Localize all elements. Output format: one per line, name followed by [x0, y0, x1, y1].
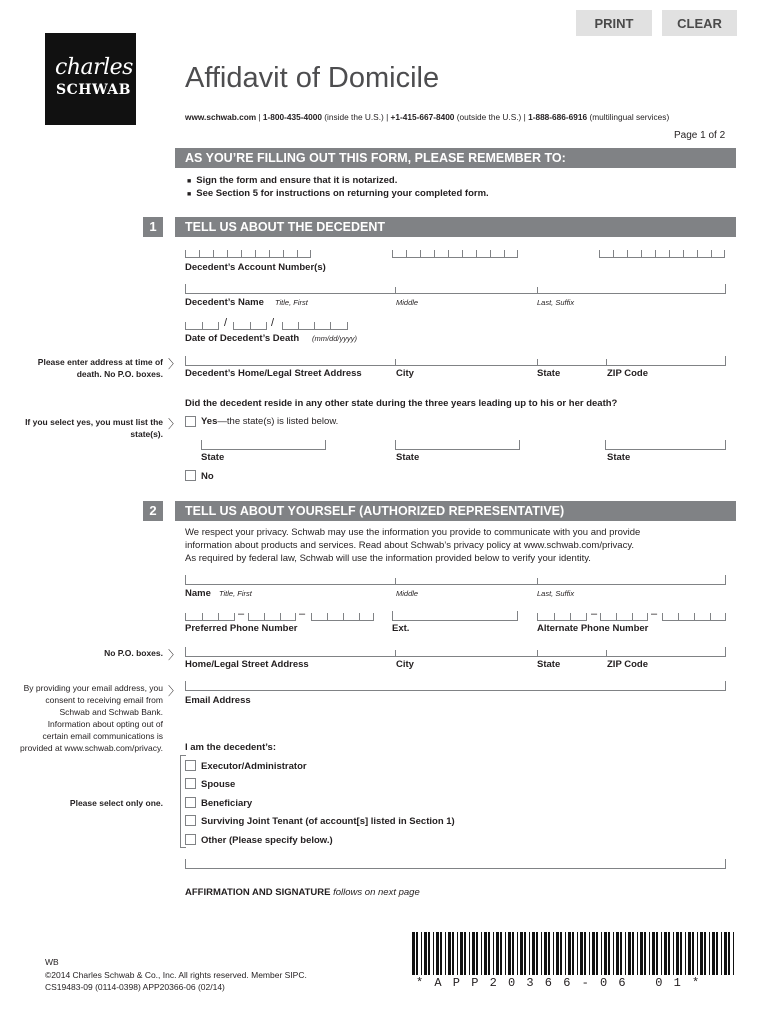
- email-note: By providing your email address, you consent to receiving email from Schwab and Schwab Bank. Information about opting out of certain email communications is provided at www.schwab.com/privacy.: [20, 683, 163, 753]
- phone-us-note: (inside the U.S.): [324, 112, 384, 122]
- executor-label: Executor/Administrator: [201, 761, 307, 772]
- account-number-3[interactable]: [599, 248, 725, 258]
- ext-label: Ext.: [392, 623, 410, 634]
- joint-tenant-label: Surviving Joint Tenant (of account[s] listed in Section 1): [201, 816, 455, 827]
- other-state-input-1[interactable]: [201, 440, 326, 450]
- barcode-text: *APP20366-06 01*: [416, 976, 711, 990]
- rep-address-label: Home/Legal Street Address: [185, 659, 309, 670]
- dod-month[interactable]: [185, 320, 219, 330]
- decedent-name-label: Decedent’s Name: [185, 297, 264, 308]
- other-checkbox[interactable]: [185, 834, 196, 845]
- section2-heading: TELL US ABOUT YOURSELF (AUTHORIZED REPRESENTATIVE): [175, 501, 736, 521]
- other-specify-input[interactable]: [185, 859, 726, 869]
- phone-prefix[interactable]: [248, 611, 296, 621]
- chevron-right-icon: 〉: [168, 417, 181, 431]
- decedent-name-input[interactable]: [185, 284, 726, 294]
- other-state-input-3[interactable]: [605, 440, 726, 450]
- rep-state-label: State: [537, 659, 561, 670]
- alt-phone-prefix[interactable]: [600, 611, 648, 621]
- spouse-label: Spouse: [201, 779, 236, 790]
- other-state-label-3: State: [607, 452, 631, 463]
- chevron-right-icon: 〉: [168, 648, 181, 662]
- name-last-suffix-hint: Last, Suffix: [537, 298, 575, 307]
- other-state-label-2: State: [396, 452, 420, 463]
- joint-tenant-checkbox[interactable]: [185, 815, 196, 826]
- spouse-checkbox[interactable]: [185, 778, 196, 789]
- ext-input[interactable]: [392, 611, 518, 621]
- email-input[interactable]: [185, 681, 726, 691]
- page-title: Affidavit of Domicile: [185, 62, 440, 94]
- name-title-first-hint: Title, First: [275, 298, 308, 307]
- reminder-item: ■ See Section 5 for instructions on returning your completed form.: [187, 188, 489, 199]
- executor-checkbox[interactable]: [185, 760, 196, 771]
- reminder-list: [187, 175, 489, 201]
- phone-us: 1-800-435-4000: [262, 112, 322, 122]
- decedent-address-label: Decedent’s Home/Legal Street Address: [185, 368, 362, 379]
- section1-number: 1: [143, 217, 163, 237]
- rep-name-label: Name: [185, 588, 211, 599]
- account-number-label: Decedent’s Account Number(s): [185, 262, 326, 273]
- phone-area[interactable]: [185, 611, 235, 621]
- schwab-logo: [45, 33, 136, 125]
- alt-phone-line[interactable]: [662, 611, 726, 621]
- alt-phone-label: Alternate Phone Number: [537, 623, 649, 634]
- clear-button[interactable]: CLEAR: [662, 10, 737, 36]
- rep-name-input[interactable]: [185, 575, 726, 585]
- chevron-right-icon: 〉: [168, 684, 181, 698]
- beneficiary-checkbox[interactable]: [185, 797, 196, 808]
- phone-multi-note: (multilingual services): [589, 112, 670, 122]
- section1-heading: TELL US ABOUT THE DECEDENT: [175, 217, 736, 237]
- address-note: Please enter address at time of death. No P.O. boxes.: [37, 357, 163, 379]
- yes-checkbox[interactable]: [185, 416, 196, 427]
- phone-multi: 1-888-686-6916: [528, 112, 588, 122]
- dod-label: Date of Decedent’s Death: [185, 333, 300, 344]
- dod-year[interactable]: [282, 320, 348, 330]
- other-state-question: Did the decedent reside in any other state during the three years leading up to his or her death?: [185, 398, 618, 409]
- rep-address-input[interactable]: [185, 647, 726, 657]
- website-link[interactable]: www.schwab.com: [185, 112, 257, 122]
- page-number: Page 1 of 2: [674, 130, 726, 141]
- no-label: No: [201, 471, 214, 482]
- account-number-2[interactable]: [392, 248, 518, 258]
- decedent-state-label: State: [537, 368, 561, 379]
- contact-line: www.schwab.com | 1-800-435-4000 (inside the U.S.) | +1-415-667-8400 (outside the U.S.) | 1-888-686-6916 (multilingual services): [185, 112, 670, 122]
- rep-zip-label: ZIP Code: [607, 659, 648, 670]
- decedent-city-label: City: [396, 368, 414, 379]
- rep-title-first-hint: Title, First: [219, 589, 252, 598]
- reminder-heading: AS YOU’RE FILLING OUT THIS FORM, PLEASE REMEMBER TO:: [175, 148, 736, 168]
- print-button[interactable]: PRINT: [576, 10, 652, 36]
- rep-city-label: City: [396, 659, 414, 670]
- email-label: Email Address: [185, 695, 251, 706]
- other-label: Other (Please specify below.): [201, 835, 333, 846]
- chevron-right-icon: 〉: [168, 357, 181, 371]
- no-checkbox[interactable]: [185, 470, 196, 481]
- phone-intl-note: (outside the U.S.): [456, 112, 522, 122]
- reminder-item: ■ Sign the form and ensure that it is notarized.: [187, 175, 398, 186]
- account-number-1[interactable]: [185, 248, 311, 258]
- yes-note: If you select yes, you must list the state(s).: [25, 417, 163, 439]
- footer: WB ©2014 Charles Schwab & Co., Inc. All rights reserved. Member SIPC. CS19483-09 (0114-0398) APP20366-06 (02/14): [45, 957, 307, 992]
- beneficiary-label: Beneficiary: [201, 798, 253, 809]
- select-note: Please select only one.: [69, 798, 163, 808]
- alt-phone-area[interactable]: [537, 611, 587, 621]
- dod-format-hint: (mm/dd/yyyy): [312, 334, 357, 343]
- other-state-label-1: State: [201, 452, 225, 463]
- decedent-address-input[interactable]: [185, 356, 726, 366]
- phone-intl: +1-415-667-8400: [390, 112, 455, 122]
- barcode-image: [412, 932, 734, 975]
- rep-last-suffix-hint: Last, Suffix: [537, 589, 575, 598]
- phone-label: Preferred Phone Number: [185, 623, 298, 634]
- logo-line2: SCHWAB: [56, 82, 132, 98]
- affirmation-note: AFFIRMATION AND SIGNATURE follows on next page: [185, 887, 420, 898]
- other-state-input-2[interactable]: [395, 440, 520, 450]
- rep-middle-hint: Middle: [396, 589, 419, 598]
- rep-address-note: No P.O. boxes.: [104, 648, 163, 658]
- section2-number: 2: [143, 501, 163, 521]
- privacy-paragraph: We respect your privacy. Schwab may use the information you provide to communicate with you and provide information about products and services. Read about Schwab’s privacy policy at www.schwab.com/privacy. As required by federal law, Schwab will use the information provided below to verify your identity.: [185, 527, 641, 564]
- yes-label: Yes—the state(s) is listed below.: [201, 416, 339, 427]
- relationship-label: I am the decedent’s:: [185, 742, 276, 753]
- decedent-zip-label: ZIP Code: [607, 368, 648, 379]
- phone-line[interactable]: [311, 611, 374, 621]
- name-middle-hint: Middle: [396, 298, 419, 307]
- logo-line1: charles: [55, 55, 133, 80]
- dod-day[interactable]: [233, 320, 267, 330]
